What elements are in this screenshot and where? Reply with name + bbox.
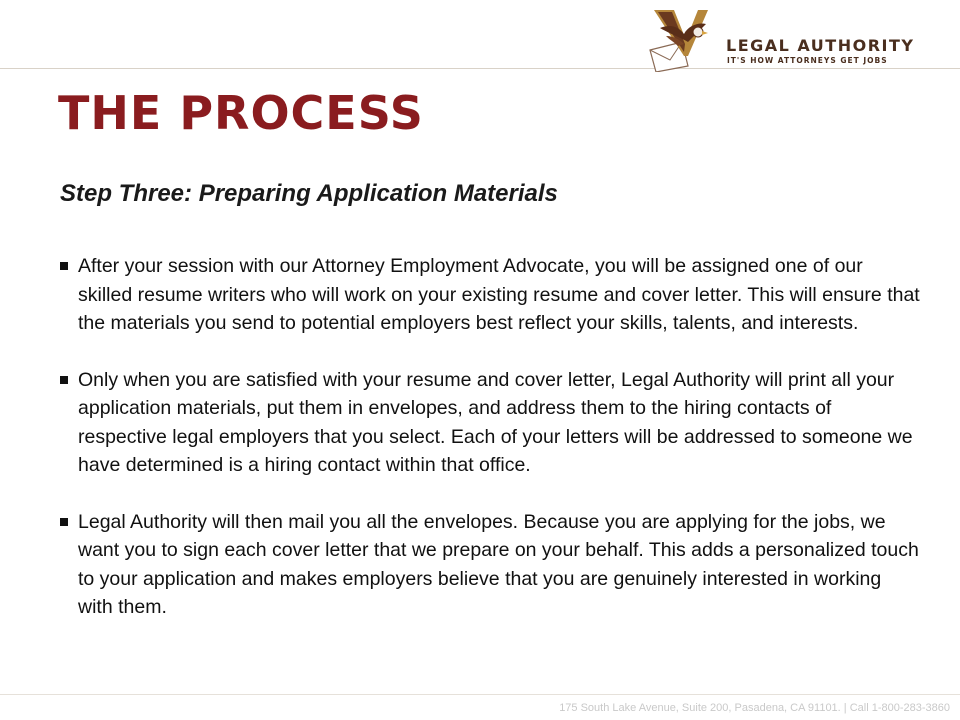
footer-divider	[0, 694, 960, 695]
bullet-item	[60, 508, 920, 622]
slide-title: THE PROCESS	[58, 86, 424, 140]
bullet-text: After your session with our Attorney Employment Advocate, you will be assigned one of our skilled resume writers who will work on your existing resume and cover letter. This will ensure that the materials you send to potential employers best reflect your skills, talents, and interests.	[78, 255, 920, 334]
bullet-list	[60, 252, 920, 650]
bullet-item	[60, 366, 920, 480]
footer-address: 175 South Lake Avenue, Suite 200, Pasadena, CA 91101. | Call 1-800-283-3860	[559, 702, 950, 714]
brand-name: LEGAL AUTHORITY	[726, 36, 915, 55]
eagle-envelope-logo-icon	[648, 6, 724, 72]
bullet-item	[60, 252, 920, 338]
square-bullet-icon	[60, 262, 68, 270]
square-bullet-icon	[60, 376, 68, 384]
brand-logo	[648, 6, 948, 72]
square-bullet-icon	[60, 518, 68, 526]
brand-tagline: IT'S HOW ATTORNEYS GET JOBS	[727, 56, 888, 65]
slide-subtitle: Step Three: Preparing Application Materials	[60, 180, 558, 207]
bullet-text: Legal Authority will then mail you all the envelopes. Because you are applying for the jobs, we want you to sign each cover letter that we prepare on your behalf. This adds a personalized touch to your application and makes employers believe that you are genuinely interested in working with them.	[78, 510, 919, 618]
bullet-text: Only when you are satisfied with your resume and cover letter, Legal Authority will print all your application materials, put them in envelopes, and address them to the hiring contacts of respective legal employers that you select. Each of your letters will be addressed to someone we have determined is a hiring contact within that office.	[78, 368, 913, 476]
